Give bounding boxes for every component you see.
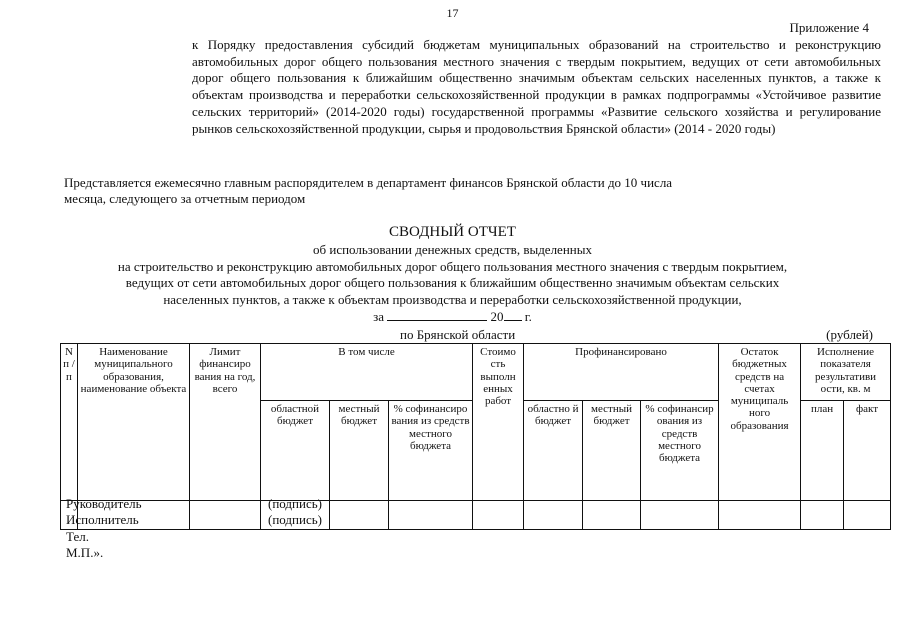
header-financed: Профинансировано (524, 344, 719, 401)
period-month-blank (387, 309, 487, 321)
period-prefix: за (373, 309, 385, 324)
header-local: местный бюджет (330, 401, 389, 501)
phone-label: Тел. (66, 528, 89, 544)
table-cell (801, 501, 844, 530)
report-subtitle-line-2: на строительство и реконструкцию автомобильных дорог общего пользования местного значения с твердым покрытием, (117, 258, 788, 274)
header-pct: % софинансиро вания из средств местного бюджета (389, 401, 473, 501)
report-subtitle-line-3: ведущих от сети автомобильных дорог общего пользования к ближайшим общественно значимым объектам сельских (125, 275, 780, 290)
header-plan: план (801, 401, 844, 501)
header-execution: Исполнение показателя результативи ости, кв. м (801, 344, 891, 401)
report-region: по Брянской области (400, 327, 516, 342)
table-cell (330, 501, 389, 530)
executor-signature: (подпись) (268, 512, 322, 528)
intro-line-2: месяца, следующего за отчетным периодом (64, 191, 306, 206)
table-cell (641, 501, 719, 530)
header-fin-local: местный бюджет (583, 401, 641, 501)
table-cell (389, 501, 473, 530)
report-subtitle (40, 242, 865, 308)
report-table (60, 343, 891, 530)
header-num: N п / п (61, 344, 78, 501)
head-signature: (подпись) (268, 496, 322, 511)
header-balance: Остаток бюджетных средств на счетах муниципаль ного образования (719, 344, 801, 501)
report-units: (рублей) (826, 327, 873, 342)
report-subtitle-line-1: об использовании денежных средств, выделенных (313, 242, 592, 257)
table-row (61, 501, 891, 530)
table-cell (719, 501, 801, 530)
table-cell (473, 501, 524, 530)
header-fin-pct: % софинансир ования из средств местного бюджета (641, 401, 719, 501)
appendix-body: к Порядку предоставления субсидий бюджетам муниципальных образований на строительство и реконструкцию автомобильных дорог общего пользования местного значения с твердым покрытием, ведущих от сети автомобильных дорог общего пользования к ближайшим общественно значимым объектам сельских населенных пунктов, а также к объектам производства и переработки сельскохозяйственной продукции в рамках подпрограммы «Устойчивое развитие сельских территорий» (2014-2020 годы) государственной программы «Развитие сельского хозяйства и регулирование рынков сельскохозяйственной продукции, сырья и продовольствия Брянской области» (2014 - 2020 годы) (192, 37, 881, 136)
table-cell (583, 501, 641, 530)
table-cell (190, 501, 261, 530)
report-subtitle-line-4: населенных пунктов, а также к объектам производства и переработки сельскохозяйственной продукции, (163, 291, 742, 307)
period-suffix: г. (524, 309, 532, 324)
executor-label: Исполнитель (66, 512, 139, 528)
report-period (0, 309, 905, 325)
intro-line-1: Представляется ежемесячно главным распорядителем в департамент финансов Брянской области до 10 числа (64, 175, 673, 190)
table-cell (524, 501, 583, 530)
period-year-blank (504, 309, 522, 321)
intro-note (64, 175, 854, 207)
seal-label: М.П.». (66, 544, 104, 560)
appendix-title: Приложение 4 (789, 20, 869, 35)
header-cost: Стоимо сть выполн енных работ (473, 344, 524, 501)
header-name: Наименование муниципального образования, наименование объекта (78, 344, 190, 501)
header-regional: областной бюджет (261, 401, 330, 501)
report-title: СВОДНЫЙ ОТЧЕТ (389, 224, 516, 240)
period-year: 20 (490, 309, 504, 324)
header-fin-regional: областно й бюджет (524, 401, 583, 501)
table-cell (844, 501, 891, 530)
page-number: 17 (446, 6, 459, 20)
header-fact: факт (844, 401, 891, 501)
header-limit: Лимит финансиро вания на год, всего (190, 344, 261, 501)
header-including: В том числе (261, 344, 473, 401)
head-label: Руководитель (66, 496, 142, 511)
